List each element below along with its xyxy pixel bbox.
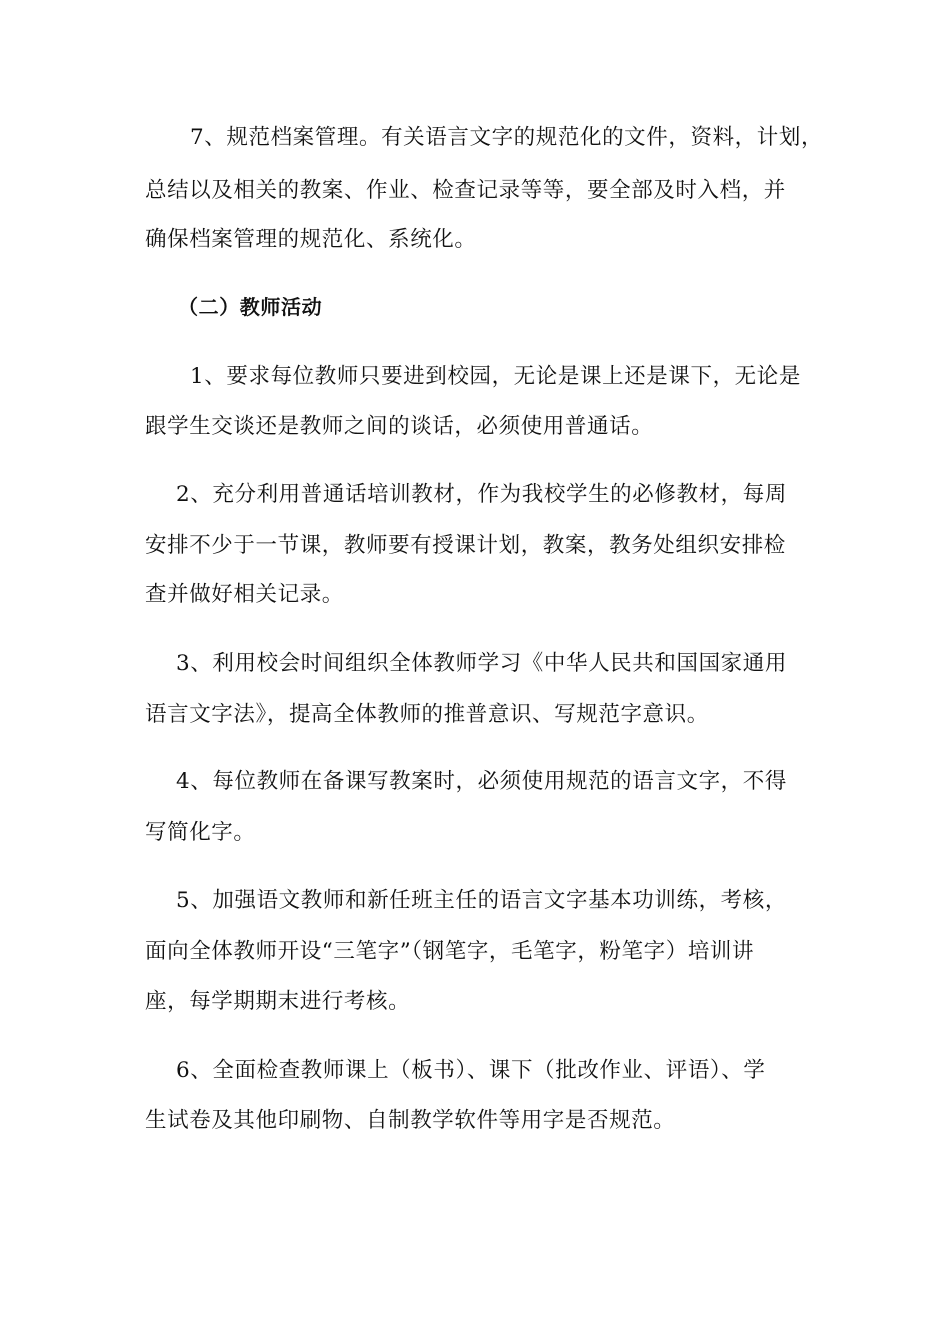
para-5-line-1: 5、加强语文教师和新任班主任的语言文字基本功训练，考核， [176, 888, 787, 913]
para-2-line-1: 2、充分利用普通话培训教材，作为我校学生的必修教材，每周 [176, 482, 787, 507]
para-6-line-1: 6、全面检查教师课上（板书）、课下（批改作业、评语）、学 [176, 1058, 766, 1083]
para-7-line-2: 总结以及相关的教案、作业、检查记录等等，要全部及时入档，并 [145, 178, 786, 203]
para-7-line-3: 确保档案管理的规范化、系统化。 [145, 227, 477, 252]
para-3-line-2: 语言文字法》，提高全体教师的推普意识、写规范字意识。 [145, 702, 709, 727]
section-heading-teacher-activities: （二）教师活动 [178, 295, 323, 319]
para-2-line-2: 安排不少于一节课，教师要有授课计划，教案，教务处组织安排检 [145, 533, 786, 558]
para-5-line-3: 座，每学期期末进行考核。 [145, 989, 411, 1014]
para-4-line-1: 4、每位教师在备课写教案时，必须使用规范的语言文字，不得 [176, 769, 787, 794]
para-4-line-2: 写简化字。 [145, 820, 256, 845]
para-1-line-2: 跟学生交谈还是教师之间的谈话，必须使用普通话。 [145, 414, 654, 439]
para-1-line-1: 1、要求每位教师只要进到校园，无论是课上还是课下，无论是 [190, 364, 801, 389]
para-6-line-2: 生试卷及其他印刷物、自制教学软件等用字是否规范。 [145, 1108, 676, 1133]
para-2-line-3: 查并做好相关记录。 [145, 582, 344, 607]
para-3-line-1: 3、利用校会时间组织全体教师学习《中华人民共和国国家通用 [176, 651, 787, 676]
para-5-line-2: 面向全体教师开设“三笔字”（钢笔字，毛笔字，粉笔字）培训讲 [145, 939, 755, 964]
para-7-line-1: 7、规范档案管理。有关语言文字的规范化的文件，资料，计划， [190, 125, 824, 150]
